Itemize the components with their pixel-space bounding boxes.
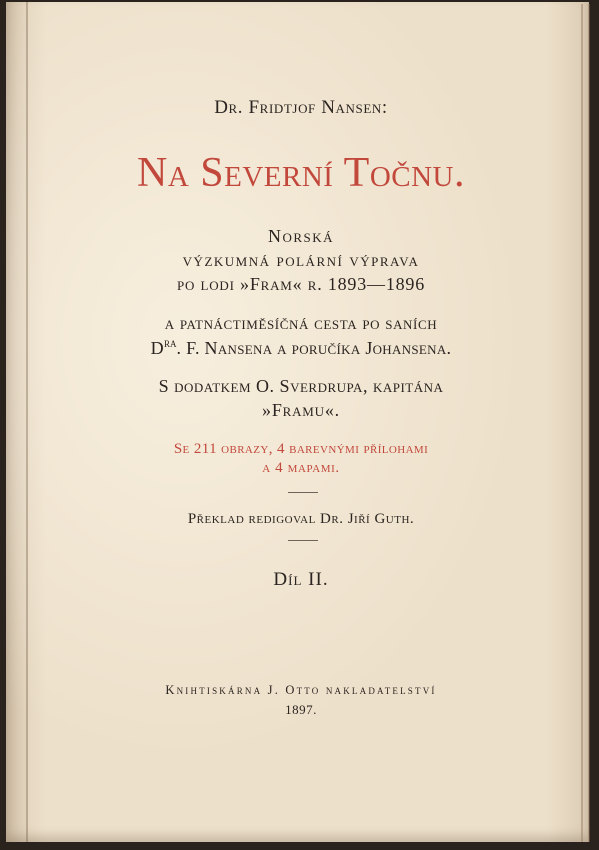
title-page-content <box>26 2 576 842</box>
supplement-line-1: S dodatkem O. Sverdrupa, kapitána <box>158 376 444 396</box>
subtitle-line-1: Norská <box>267 226 335 246</box>
page-edge <box>588 4 590 842</box>
subtitle-line-3: po lodi »Fram« r. 1893—1896 <box>176 274 426 294</box>
divider <box>288 492 318 493</box>
dra-rest: . F. Nansena a poručíka Johansena. <box>176 338 452 358</box>
illustrations-line-2: a 4 mapami. <box>262 460 340 476</box>
book-title: Na Severní Točnu. <box>136 150 465 196</box>
illustrations-line-1: Se 211 obrazy, 4 barevnými přílohami <box>173 441 429 457</box>
translation-credit: Překlad redigoval Dr. Jiří Guth. <box>187 511 415 527</box>
author-line: Dr. Fridtjof Nansen: <box>214 97 388 118</box>
subtitle-line-5 <box>26 339 576 357</box>
page-edge <box>581 4 583 842</box>
dra-prefix: D <box>150 338 164 358</box>
publication-year: 1897. <box>285 702 317 717</box>
subtitle-line-2: výzkumná polární výprava <box>182 250 420 270</box>
volume-label: Díl II. <box>273 569 329 590</box>
subtitle-line-4: a patnáctiměsíčná cesta po saních <box>164 313 438 333</box>
publisher-line: Knihtiskárna J. Otto nakladatelství <box>165 683 437 697</box>
dra-superscript: RA <box>163 339 177 349</box>
divider <box>288 540 318 541</box>
supplement-line-2: »Framu«. <box>262 400 340 420</box>
book-page <box>6 2 589 842</box>
